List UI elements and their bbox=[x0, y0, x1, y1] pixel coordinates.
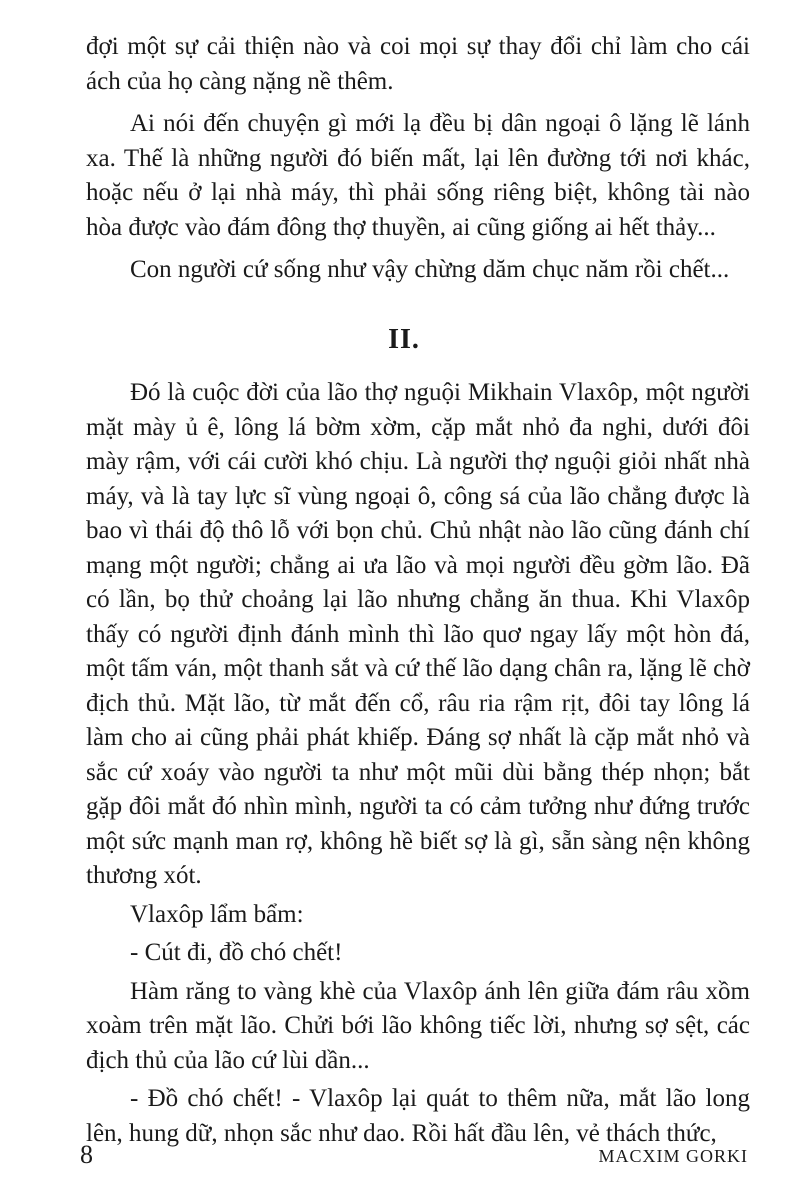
paragraph: Con người cứ sống như vậy chừng dăm chục năm rồi chết... bbox=[130, 256, 730, 283]
paragraph: Vlaxôp lẩm bẩm: bbox=[130, 900, 304, 928]
paragraph: Hàm răng to vàng khè của Vlaxôp ánh lên giữa đám râu xồm xoàm trên mặt lão. Chửi bới lão không tiếc lời, nhưng sợ sệt, các địch thủ của lão cứ lùi dần... bbox=[86, 977, 750, 1074]
paragraph: Đó là cuộc đời của lão thợ nguội Mikhain Vlaxôp, một người mặt mày ủ ê, lông lá bờm xờm, cặp mắt nhỏ đa nghi, dưới đôi mày rậm, với cái cười khó chịu. Là người thợ nguội giỏi nhất nhà máy, và là tay lực sĩ vùng ngoại ô, công sá của lão chẳng được là bao vì thái độ thô lỗ với bọn chủ. Chủ nhật nào lão cũng đánh chí mạng một người; chẳng ai ưa lão và mọi người đều gờm lão. Đã có lần, bọ thử choảng lại lão nhưng chẳng ăn thua. Khi Vlaxôp thấy có người định đánh mình thì lão quơ ngay lấy một hòn đá, một tấm ván, một thanh sắt và cứ thế lão dạng chân ra, lặng lẽ chờ địch thủ. Mặt lão, từ mắt đến cổ, râu ria rậm rịt, đôi tay lông lá làm cho ai cũng phải phát khiếp. Đáng sợ nhất là cặp mắt nhỏ và sắc cứ xoáy vào người ta như một mũi dùi bằng thép nhọn; bắt gặp đôi mắt đó nhìn mình, người ta có cảm tưởng như đứng trước một sức mạnh man rợ, không hề biết sợ là gì, sẵn sàng nện không thương xót. bbox=[86, 379, 750, 889]
main-text-block bbox=[86, 376, 750, 1151]
paragraph: Ai nói đến chuyện gì mới lạ đều bị dân ngoại ô lặng lẽ lánh xa. Thế là những người đó biến mất, lại lên đường tới nơi khác, hoặc nếu ở lại nhà máy, thì phải sống riêng biệt, không tài nào hòa được vào đám đông thợ thuyền, ai cũng giống ai hết thảy... bbox=[86, 110, 750, 241]
running-footer-author: MACXIM GORKI bbox=[598, 1146, 748, 1166]
paragraph-continued: đợi một sự cải thiện nào và coi mọi sự thay đổi chỉ làm cho cái ách của họ càng nặng nề thêm. bbox=[86, 33, 750, 95]
dialogue-line: - Cút đi, đồ chó chết! bbox=[130, 939, 343, 966]
section-heading: II. bbox=[388, 324, 420, 355]
dialogue-line: - Đồ chó chết! - Vlaxôp lại quát to thêm nữa, mắt lão long lên, hung dữ, nhọn sắc như dao. Rồi hất đầu lên, vẻ thách thức, bbox=[86, 1085, 750, 1147]
page-number: 8 bbox=[80, 1140, 93, 1169]
top-text-block bbox=[86, 30, 750, 288]
